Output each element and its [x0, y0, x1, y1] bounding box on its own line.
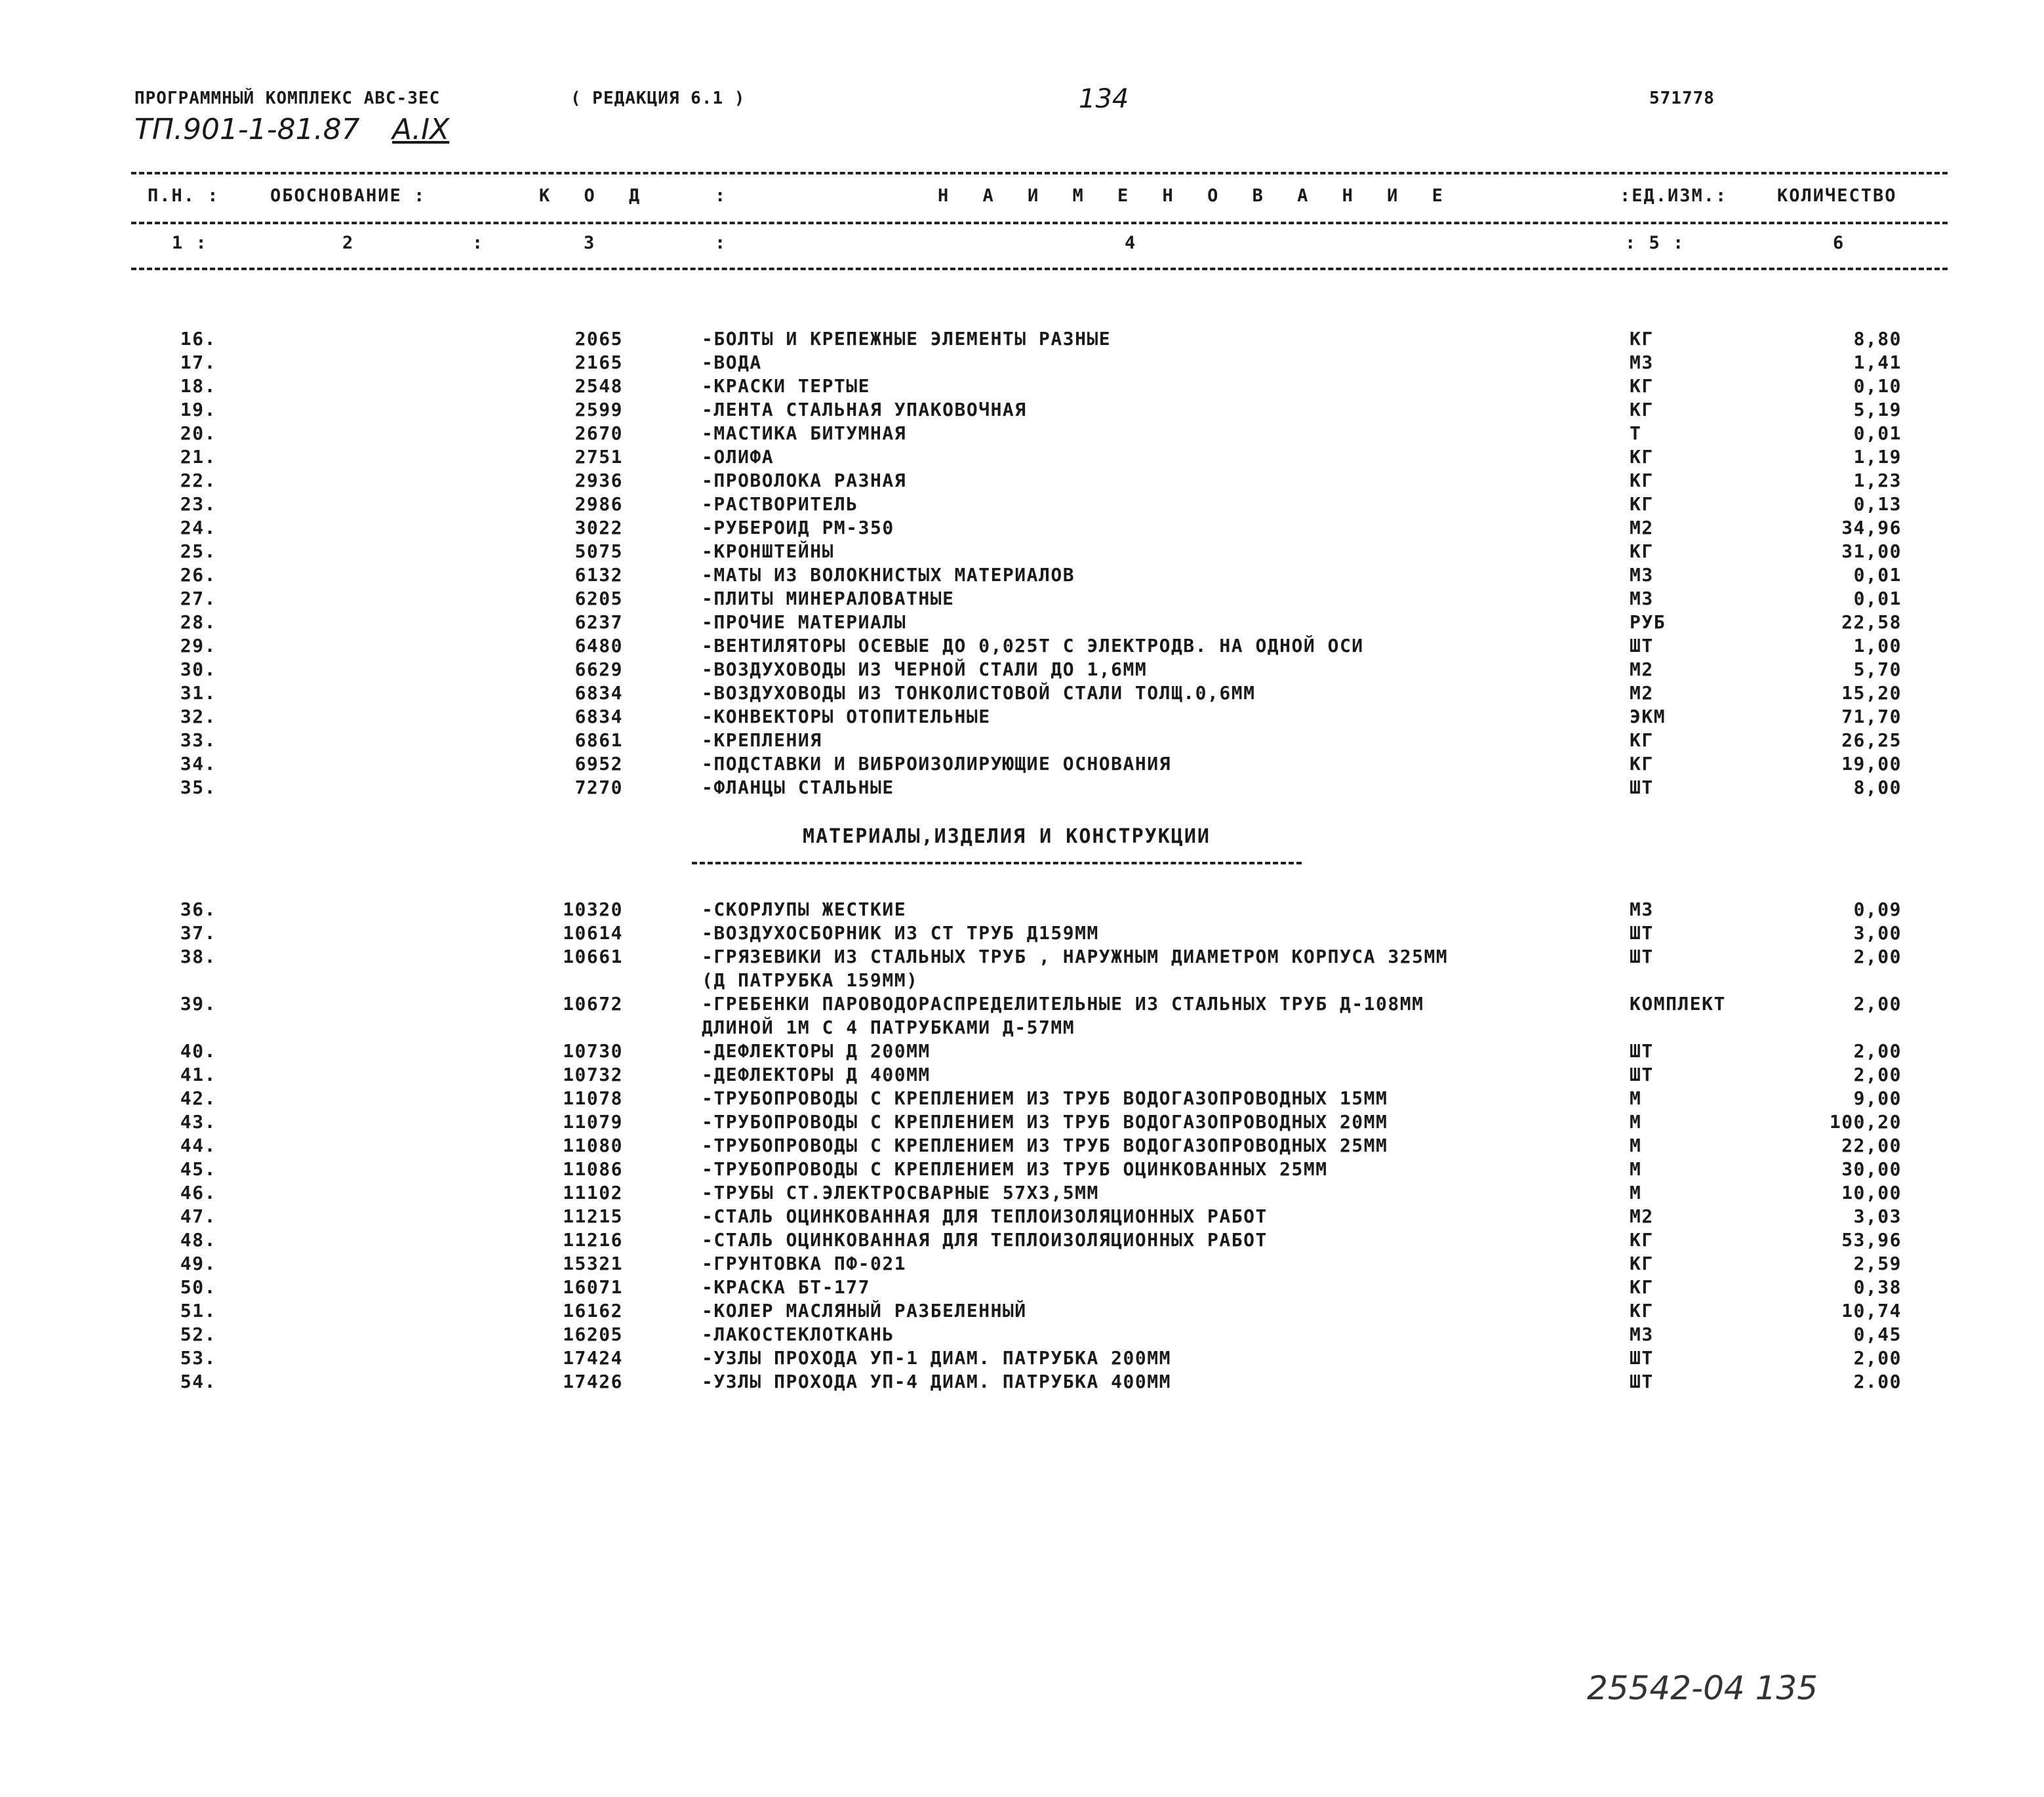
- header-rule-bottom: [131, 268, 1948, 270]
- row-quantity: 1,41: [1853, 352, 1902, 373]
- row-unit: М: [1630, 1158, 1642, 1180]
- table-row: [0, 1064, 2044, 1087]
- row-unit: ШТ: [1630, 922, 1654, 944]
- row-number: 21.: [180, 446, 216, 468]
- row-number: 25.: [180, 540, 216, 562]
- row-unit: КГ: [1630, 328, 1654, 350]
- row-code: 10320: [563, 898, 623, 920]
- col-number-sep-a: :: [472, 233, 485, 253]
- row-number: 52.: [180, 1323, 216, 1345]
- row-quantity: 9,00: [1853, 1087, 1902, 1109]
- row-name: -ГРУНТОВКА ПФ-021: [702, 1253, 907, 1274]
- row-code: 11102: [563, 1182, 623, 1203]
- row-name: -ВОЗДУХОВОДЫ ИЗ ЧЕРНОЙ СТАЛИ ДО 1,6ММ: [702, 658, 1148, 680]
- row-quantity: 71,70: [1841, 706, 1902, 727]
- row-name: -ТРУБЫ СТ.ЭЛЕКТРОСВАРНЫЕ 57Х3,5ММ: [702, 1182, 1099, 1203]
- row-number: 48.: [180, 1229, 216, 1251]
- row-unit: М3: [1630, 1323, 1654, 1345]
- table-row: [0, 422, 2044, 446]
- row-code: 6205: [574, 588, 623, 609]
- row-unit: КГ: [1630, 1276, 1654, 1298]
- row-quantity: 10,74: [1841, 1300, 1902, 1322]
- row-number: 26.: [180, 564, 216, 586]
- row-code: 2548: [574, 375, 623, 397]
- row-code: 11080: [563, 1135, 623, 1156]
- row-code: 11215: [563, 1205, 623, 1227]
- row-name: -КРЕПЛЕНИЯ: [702, 729, 822, 751]
- row-quantity: 2,00: [1853, 1064, 1902, 1085]
- row-quantity: 8,00: [1853, 777, 1902, 798]
- row-number: 20.: [180, 422, 216, 444]
- table-row: [0, 470, 2044, 493]
- table-row: [0, 1253, 2044, 1276]
- row-quantity: 2,00: [1853, 946, 1902, 967]
- row-name: -ГРЕБЕНКИ ПАРОВОДОРАСПРЕДЕЛИТЕЛЬНЫЕ ИЗ СТАЛЬНЫХ ТРУБ Д-108ММ: [702, 993, 1424, 1015]
- row-unit: КГ: [1630, 1253, 1654, 1274]
- row-number: 17.: [180, 352, 216, 373]
- table-row: [0, 1371, 2044, 1394]
- row-unit: КГ: [1630, 540, 1654, 562]
- row-quantity: 31,00: [1841, 540, 1902, 562]
- row-name: -МАСТИКА БИТУМНАЯ: [702, 422, 907, 444]
- row-number: 39.: [180, 993, 216, 1015]
- row-name: -ПРОЧИЕ МАТЕРИАЛЫ: [702, 611, 907, 633]
- table-row: [0, 635, 2044, 658]
- row-code: 15321: [563, 1253, 623, 1274]
- row-number: 18.: [180, 375, 216, 397]
- row-number: 19.: [180, 399, 216, 420]
- row-name: -СКОРЛУПЫ ЖЕСТКИЕ: [702, 898, 907, 920]
- row-quantity: 2,00: [1853, 993, 1902, 1015]
- row-name-continuation: ДЛИНОЙ 1М С 4 ПАТРУБКАМИ Д-57ММ: [702, 1017, 1075, 1038]
- row-quantity: 10,00: [1841, 1182, 1902, 1203]
- row-name: -УЗЛЫ ПРОХОДА УП-4 ДИАМ. ПАТРУБКА 400ММ: [702, 1371, 1171, 1392]
- section-title-underline: [692, 862, 1302, 864]
- table-row: [0, 446, 2044, 470]
- row-unit: М: [1630, 1135, 1642, 1156]
- row-number: 53.: [180, 1347, 216, 1369]
- row-unit: М3: [1630, 352, 1654, 373]
- row-name: -ДЕФЛЕКТОРЫ Д 400ММ: [702, 1064, 931, 1085]
- row-code: 2165: [574, 352, 623, 373]
- row-name: -ДЕФЛЕКТОРЫ Д 200ММ: [702, 1040, 931, 1062]
- table-row: [0, 1205, 2044, 1229]
- row-unit: КГ: [1630, 493, 1654, 515]
- row-code: 6132: [574, 564, 623, 586]
- table-row: [0, 1276, 2044, 1300]
- row-number: 23.: [180, 493, 216, 515]
- row-name: -ТРУБОПРОВОДЫ С КРЕПЛЕНИЕМ ИЗ ТРУБ ОЦИНКОВАННЫХ 25ММ: [702, 1158, 1328, 1180]
- table-row: [0, 1135, 2044, 1158]
- table-row: [0, 1111, 2044, 1135]
- row-quantity: 19,00: [1841, 753, 1902, 775]
- row-quantity: 0,09: [1853, 898, 1902, 920]
- col-header-qty: КОЛИЧЕСТВО: [1777, 186, 1897, 206]
- project-code: ТП.901-1-81.87: [134, 113, 360, 146]
- row-code: 6834: [574, 682, 623, 704]
- col-number-sep-b: :: [715, 233, 727, 253]
- row-name: -СТАЛЬ ОЦИНКОВАННАЯ ДЛЯ ТЕПЛОИЗОЛЯЦИОННЫХ РАБОТ: [702, 1205, 1268, 1227]
- program-title: ПРОГРАММНЫЙ КОМПЛЕКС АВС-ЗЕС: [134, 89, 441, 108]
- row-quantity: 3,00: [1853, 922, 1902, 944]
- table-row: [0, 922, 2044, 946]
- row-name: -ВОДА: [702, 352, 762, 373]
- row-code: 2936: [574, 470, 623, 491]
- row-number: 27.: [180, 588, 216, 609]
- table-row: [0, 1040, 2044, 1064]
- row-number: 28.: [180, 611, 216, 633]
- row-quantity: 26,25: [1841, 729, 1902, 751]
- row-code: 11086: [563, 1158, 623, 1180]
- row-quantity: 0,01: [1853, 564, 1902, 586]
- row-name: -УЗЛЫ ПРОХОДА УП-1 ДИАМ. ПАТРУБКА 200ММ: [702, 1347, 1171, 1369]
- row-name: -ФЛАНЦЫ СТАЛЬНЫЕ: [702, 777, 894, 798]
- row-unit: ЭКМ: [1630, 706, 1666, 727]
- table-row: [0, 729, 2044, 753]
- row-number: 30.: [180, 658, 216, 680]
- row-name: -КРАСКА БТ-177: [702, 1276, 871, 1298]
- row-name: -ВОЗДУХОСБОРНИК ИЗ СТ ТРУБ Д159ММ: [702, 922, 1099, 944]
- col-header-n: П.Н. :: [148, 186, 220, 206]
- row-number: 50.: [180, 1276, 216, 1298]
- row-quantity: 34,96: [1841, 517, 1902, 538]
- row-quantity: 0,13: [1853, 493, 1902, 515]
- row-code: 6834: [574, 706, 623, 727]
- row-code: 6861: [574, 729, 623, 751]
- row-number: 36.: [180, 898, 216, 920]
- page-number: 134: [1079, 84, 1129, 114]
- table-row: [0, 1182, 2044, 1205]
- row-quantity: 22,00: [1841, 1135, 1902, 1156]
- row-number: 34.: [180, 753, 216, 775]
- table-row: [0, 611, 2044, 635]
- row-name: -ОЛИФА: [702, 446, 774, 468]
- row-code: 2599: [574, 399, 623, 420]
- row-name: -ТРУБОПРОВОДЫ С КРЕПЛЕНИЕМ ИЗ ТРУБ ВОДОГАЗОПРОВОДНЫХ 15ММ: [702, 1087, 1388, 1109]
- row-unit: РУБ: [1630, 611, 1666, 633]
- table-row: [0, 588, 2044, 611]
- row-code: 17426: [563, 1371, 623, 1392]
- row-code: 11079: [563, 1111, 623, 1133]
- table-row: [0, 493, 2044, 517]
- table-row: [0, 777, 2044, 800]
- table-row: [0, 898, 2044, 922]
- row-unit: КГ: [1630, 446, 1654, 468]
- row-unit: КГ: [1630, 399, 1654, 420]
- row-number: 33.: [180, 729, 216, 751]
- row-quantity: 0,10: [1853, 375, 1902, 397]
- footer-stamp: 25542-04 135: [1587, 1669, 1818, 1707]
- row-name: -ГРЯЗЕВИКИ ИЗ СТАЛЬНЫХ ТРУБ , НАРУЖНЫМ ДИАМЕТРОМ КОРПУСА 325ММ: [702, 946, 1449, 967]
- row-name: -СТАЛЬ ОЦИНКОВАННАЯ ДЛЯ ТЕПЛОИЗОЛЯЦИОННЫХ РАБОТ: [702, 1229, 1268, 1251]
- row-code: 2670: [574, 422, 623, 444]
- row-number: 43.: [180, 1111, 216, 1133]
- row-number: 32.: [180, 706, 216, 727]
- header-rule-top: [131, 172, 1948, 174]
- document-number: 571778: [1649, 89, 1715, 108]
- row-quantity: 1,00: [1853, 635, 1902, 656]
- row-unit: КГ: [1630, 375, 1654, 397]
- row-number: 44.: [180, 1135, 216, 1156]
- row-code: 3022: [574, 517, 623, 538]
- table-row: [0, 1229, 2044, 1253]
- row-number: 37.: [180, 922, 216, 944]
- section-title: МАТЕРИАЛЫ,ИЗДЕЛИЯ И КОНСТРУКЦИИ: [803, 825, 1211, 848]
- row-name: -ПОДСТАВКИ И ВИБРОИЗОЛИРУЮЩИЕ ОСНОВАНИЯ: [702, 753, 1171, 775]
- row-code: 10672: [563, 993, 623, 1015]
- row-code: 2751: [574, 446, 623, 468]
- row-quantity: 2,00: [1853, 1040, 1902, 1062]
- table-row-continuation: [0, 969, 2044, 993]
- row-unit: КОМПЛЕКТ: [1630, 993, 1726, 1015]
- col-number-2: 2: [342, 233, 355, 253]
- row-name: -МАТЫ ИЗ ВОЛОКНИСТЫХ МАТЕРИАЛОВ: [702, 564, 1075, 586]
- table-row: [0, 1158, 2044, 1182]
- row-quantity: 53,96: [1841, 1229, 1902, 1251]
- col-header-sep: :: [715, 186, 727, 206]
- row-unit: М: [1630, 1182, 1642, 1203]
- col-number-6: 6: [1833, 233, 1845, 253]
- table-row: [0, 1347, 2044, 1371]
- row-code: 16162: [563, 1300, 623, 1322]
- row-number: 16.: [180, 328, 216, 350]
- col-header-code: К О Д: [539, 186, 652, 206]
- row-name: -КОЛЕР МАСЛЯНЫЙ РАЗБЕЛЕННЫЙ: [702, 1300, 1027, 1322]
- row-number: 54.: [180, 1371, 216, 1392]
- row-number: 31.: [180, 682, 216, 704]
- row-code: 11216: [563, 1229, 623, 1251]
- row-quantity: 15,20: [1841, 682, 1902, 704]
- row-code: 5075: [574, 540, 623, 562]
- row-number: 38.: [180, 946, 216, 967]
- row-name: -РУБЕРОИД РМ-350: [702, 517, 894, 538]
- row-quantity: 0,45: [1853, 1323, 1902, 1345]
- row-unit: КГ: [1630, 729, 1654, 751]
- row-quantity: 0,38: [1853, 1276, 1902, 1298]
- row-code: 10661: [563, 946, 623, 967]
- col-header-basis: ОБОСНОВАНИЕ :: [270, 186, 426, 206]
- row-code: 16071: [563, 1276, 623, 1298]
- row-code: 6952: [574, 753, 623, 775]
- edition-label: ( РЕДАКЦИЯ 6.1 ): [571, 89, 746, 108]
- row-code: 7270: [574, 777, 623, 798]
- row-unit: ШТ: [1630, 1371, 1654, 1392]
- table-row: [0, 682, 2044, 706]
- table-row: [0, 1323, 2044, 1347]
- row-number: 47.: [180, 1205, 216, 1227]
- table-row-continuation: [0, 1017, 2044, 1040]
- row-code: 11078: [563, 1087, 623, 1109]
- row-name: -ПРОВОЛОКА РАЗНАЯ: [702, 470, 907, 491]
- row-quantity: 0,01: [1853, 588, 1902, 609]
- table-row: [0, 946, 2044, 969]
- row-unit: ШТ: [1630, 1347, 1654, 1369]
- col-header-unit: :ЕД.ИЗМ.:: [1620, 186, 1728, 206]
- row-code: 6237: [574, 611, 623, 633]
- row-quantity: 0,01: [1853, 422, 1902, 444]
- row-number: 45.: [180, 1158, 216, 1180]
- row-unit: ШТ: [1630, 1040, 1654, 1062]
- row-code: 2986: [574, 493, 623, 515]
- row-number: 41.: [180, 1064, 216, 1085]
- row-name-continuation: (Д ПАТРУБКА 159ММ): [702, 969, 919, 991]
- row-number: 46.: [180, 1182, 216, 1203]
- row-unit: ШТ: [1630, 1064, 1654, 1085]
- table-row: [0, 658, 2044, 682]
- row-quantity: 100,20: [1829, 1111, 1902, 1133]
- row-quantity: 1,23: [1853, 470, 1902, 491]
- row-name: -КРОНШТЕЙНЫ: [702, 540, 834, 562]
- row-number: 51.: [180, 1300, 216, 1322]
- row-unit: КГ: [1630, 1229, 1654, 1251]
- row-unit: КГ: [1630, 1300, 1654, 1322]
- row-number: 40.: [180, 1040, 216, 1062]
- row-name: -ЛАКОСТЕКЛОТКАНЬ: [702, 1323, 894, 1345]
- row-name: -КОНВЕКТОРЫ ОТОПИТЕЛЬНЫЕ: [702, 706, 991, 727]
- table-row: [0, 375, 2044, 399]
- row-unit: М3: [1630, 588, 1654, 609]
- row-number: 24.: [180, 517, 216, 538]
- row-unit: М2: [1630, 517, 1654, 538]
- row-number: 35.: [180, 777, 216, 798]
- row-unit: ШТ: [1630, 946, 1654, 967]
- row-code: 10730: [563, 1040, 623, 1062]
- col-number-5: : 5 :: [1625, 233, 1685, 253]
- row-name: -РАСТВОРИТЕЛЬ: [702, 493, 858, 515]
- row-name: -БОЛТЫ И КРЕПЕЖНЫЕ ЭЛЕМЕНТЫ РАЗНЫЕ: [702, 328, 1112, 350]
- row-quantity: 2.00: [1853, 1371, 1902, 1392]
- row-quantity: 2,59: [1853, 1253, 1902, 1274]
- row-unit: М: [1630, 1087, 1642, 1109]
- row-unit: М3: [1630, 564, 1654, 586]
- row-number: 42.: [180, 1087, 216, 1109]
- row-quantity: 5,70: [1853, 658, 1902, 680]
- row-quantity: 8,80: [1853, 328, 1902, 350]
- row-code: 10732: [563, 1064, 623, 1085]
- row-quantity: 2,00: [1853, 1347, 1902, 1369]
- row-unit: КГ: [1630, 753, 1654, 775]
- row-quantity: 3,03: [1853, 1205, 1902, 1227]
- row-unit: ШТ: [1630, 777, 1654, 798]
- row-unit: М2: [1630, 682, 1654, 704]
- row-code: 16205: [563, 1323, 623, 1345]
- table-row: [0, 328, 2044, 352]
- row-unit: Т: [1630, 422, 1642, 444]
- row-name: -ПЛИТЫ МИНЕРАЛОВАТНЫЕ: [702, 588, 955, 609]
- table-row: [0, 564, 2044, 588]
- col-number-3: 3: [584, 233, 596, 253]
- header-rule-middle: [131, 222, 1948, 224]
- row-unit: М3: [1630, 898, 1654, 920]
- row-unit: КГ: [1630, 470, 1654, 491]
- row-number: 29.: [180, 635, 216, 656]
- row-quantity: 5,19: [1853, 399, 1902, 420]
- table-row: [0, 540, 2044, 564]
- row-quantity: 22,58: [1841, 611, 1902, 633]
- col-number-1: 1 :: [172, 233, 208, 253]
- table-row: [0, 517, 2044, 540]
- row-code: 6480: [574, 635, 623, 656]
- table-row: [0, 706, 2044, 729]
- table-row: [0, 993, 2044, 1017]
- row-code: 10614: [563, 922, 623, 944]
- album-label: А.IX: [392, 113, 450, 146]
- row-quantity: 30,00: [1841, 1158, 1902, 1180]
- row-unit: М2: [1630, 658, 1654, 680]
- row-name: -ТРУБОПРОВОДЫ С КРЕПЛЕНИЕМ ИЗ ТРУБ ВОДОГАЗОПРОВОДНЫХ 20ММ: [702, 1111, 1388, 1133]
- row-code: 17424: [563, 1347, 623, 1369]
- row-unit: М2: [1630, 1205, 1654, 1227]
- row-name: -ТРУБОПРОВОДЫ С КРЕПЛЕНИЕМ ИЗ ТРУБ ВОДОГАЗОПРОВОДНЫХ 25ММ: [702, 1135, 1388, 1156]
- col-number-4: 4: [1125, 233, 1137, 253]
- row-number: 49.: [180, 1253, 216, 1274]
- row-code: 6629: [574, 658, 623, 680]
- row-name: -ВЕНТИЛЯТОРЫ ОСЕВЫЕ ДО 0,025Т С ЭЛЕКТРОДВ. НА ОДНОЙ ОСИ: [702, 635, 1364, 656]
- table-row: [0, 352, 2044, 375]
- row-number: 22.: [180, 470, 216, 491]
- row-name: -ВОЗДУХОВОДЫ ИЗ ТОНКОЛИСТОВОЙ СТАЛИ ТОЛЩ.0,6ММ: [702, 682, 1256, 704]
- col-header-name: Н А И М Е Н О В А Н И Е: [938, 186, 1454, 206]
- table-row: [0, 753, 2044, 777]
- row-unit: ШТ: [1630, 635, 1654, 656]
- row-unit: М: [1630, 1111, 1642, 1133]
- row-name: -КРАСКИ ТЕРТЫЕ: [702, 375, 871, 397]
- table-row: [0, 399, 2044, 422]
- row-quantity: 1,19: [1853, 446, 1902, 468]
- table-row: [0, 1300, 2044, 1323]
- row-name: -ЛЕНТА СТАЛЬНАЯ УПАКОВОЧНАЯ: [702, 399, 1027, 420]
- table-row: [0, 1087, 2044, 1111]
- row-code: 2065: [574, 328, 623, 350]
